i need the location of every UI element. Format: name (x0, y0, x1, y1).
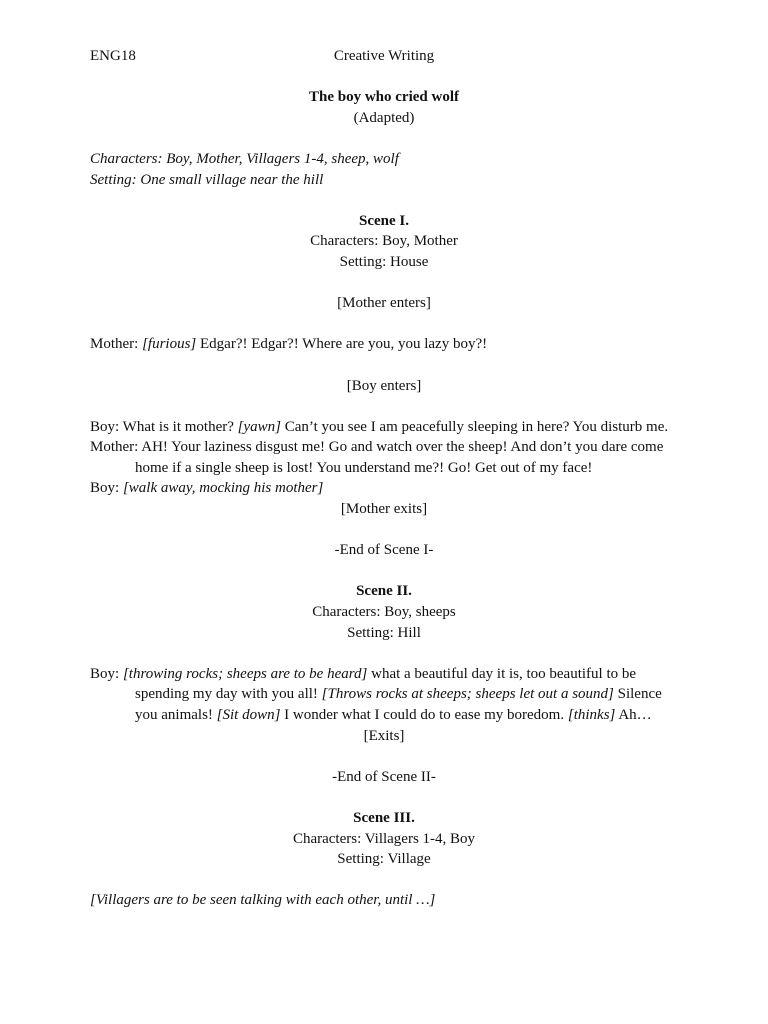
scene-1-heading: Scene I. (359, 212, 409, 229)
dialogue-text: What is it mother? (122, 418, 234, 435)
dialogue-line (90, 417, 678, 438)
dialogue-text: Silence (617, 686, 662, 703)
dialogue-text: what a beautiful day it is, too beautiful to be (371, 665, 637, 682)
stage-direction: [Mother exits] (340, 501, 428, 518)
stage-direction: [Boy enters] (346, 377, 422, 394)
scene-2-characters: Characters: Boy, sheeps (312, 604, 456, 621)
document-header (90, 46, 678, 67)
dialogue-line (90, 437, 678, 458)
dialogue-continuation: home if a single sheep is lost! You understand me?! Go! Get out of my face! (135, 459, 593, 476)
scene-3-characters: Characters: Villagers 1-4, Boy (292, 830, 476, 847)
play-title: The boy who cried wolf (309, 89, 459, 106)
course-title: Creative Writing (333, 48, 435, 64)
stage-direction: [Mother enters] (337, 295, 431, 312)
play-subtitle: (Adapted) (353, 109, 415, 126)
dialogue-text: AH! Your laziness disgust me! Go and watch over the sheep! And don’t you dare come (141, 439, 664, 456)
stage-direction: [Throws rocks at sheeps; sheeps let out a sound] (321, 686, 614, 703)
scene-1-end: -End of Scene I- (334, 542, 434, 559)
speaker-name: Boy: (90, 665, 120, 682)
stage-direction: [throwing rocks; sheeps are to be heard] (122, 665, 368, 682)
scene-1-setting: Setting: House (339, 253, 429, 270)
intro-setting: Setting: One small village near the hill (90, 171, 324, 188)
speaker-name: Mother: (90, 336, 139, 353)
dialogue-line (90, 334, 678, 355)
intro-characters: Characters: Boy, Mother, Villagers 1-4, sheep, wolf (90, 150, 399, 167)
stage-direction: [yawn] (237, 418, 281, 435)
scene-3-setting: Setting: Village (337, 851, 431, 868)
dialogue-continuation (90, 684, 678, 705)
dialogue-continuation (90, 705, 678, 726)
dialogue-text: spending my day with you all! (135, 686, 318, 703)
dialogue-text: you animals! (135, 707, 213, 723)
speaker-name: Mother: (90, 439, 139, 456)
scene-3-heading: Scene III. (353, 809, 415, 826)
stage-direction: [Sit down] (216, 707, 281, 723)
dialogue-text: Ah… (618, 707, 652, 723)
course-code: ENG18 (90, 48, 136, 64)
stage-direction: [walk away, mocking his mother] (122, 480, 324, 497)
stage-direction: [thinks] (567, 707, 616, 723)
dialogue-text: Edgar?! Edgar?! Where are you, you lazy boy?! (200, 336, 488, 353)
speaker-name: Boy: (90, 418, 120, 435)
dialogue-text: Can’t you see I am peacefully sleeping in here? You disturb me. (284, 418, 669, 435)
dialogue-text: I wonder what I could do to ease my boredom. (284, 707, 565, 723)
stage-direction: [furious] (142, 336, 197, 353)
scene-1-characters: Characters: Boy, Mother (310, 233, 458, 250)
stage-direction: [Villagers are to be seen talking with each other, until …] (90, 892, 436, 909)
scene-2-end: -End of Scene II- (332, 768, 436, 785)
stage-direction: [Exits] (363, 727, 405, 744)
speaker-name: Boy: (90, 480, 120, 497)
dialogue-line (90, 478, 678, 499)
scene-2-heading: Scene II. (356, 583, 412, 600)
dialogue-line (90, 664, 678, 685)
document-page (90, 46, 678, 911)
scene-2-setting: Setting: Hill (347, 624, 421, 641)
